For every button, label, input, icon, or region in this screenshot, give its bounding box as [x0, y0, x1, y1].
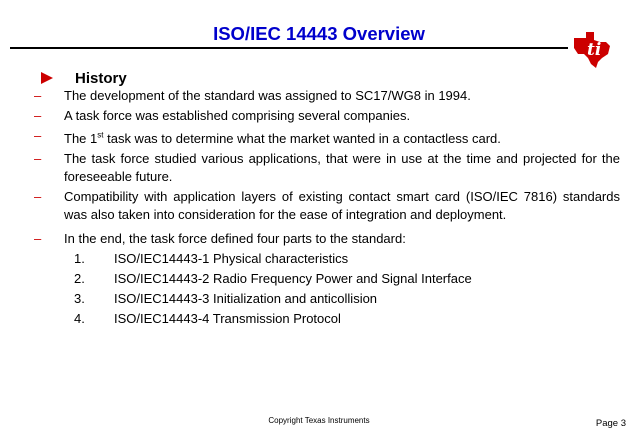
part-text: ISO/IEC14443-1 Physical characteristics	[114, 251, 349, 267]
bullet-text: The task force studied various applications, that were in use at the time and projected for the foreseeable future.	[64, 151, 620, 185]
ordinal-suffix: st	[97, 131, 104, 140]
standard-part-item	[64, 270, 620, 288]
standard-part-item	[64, 290, 620, 308]
part-number: 2.	[74, 271, 85, 287]
page-number: Page 3	[595, 418, 626, 429]
bullet-text: The development of the standard was assigned to SC17/WG8 in 1994.	[64, 88, 471, 103]
bullet-text-end: task was to determine what the market wanted in a contactless card.	[103, 131, 501, 147]
history-bullet-list	[34, 87, 620, 330]
bullet-item	[34, 127, 620, 148]
dash-bullet-icon: –	[34, 88, 42, 103]
bullet-item	[34, 87, 620, 105]
section-heading-text: History	[75, 69, 127, 87]
part-text: ISO/IEC14443-4 Transmission Protocol	[114, 311, 341, 327]
part-number: 4.	[74, 311, 85, 327]
bullet-item	[34, 230, 620, 328]
part-text: ISO/IEC14443-2 Radio Frequency Power and Signal Interface	[114, 271, 472, 287]
part-number: 1.	[74, 251, 85, 267]
standard-parts-list	[64, 250, 620, 328]
bullet-text: In the end, the task force defined four parts to the standard:	[64, 231, 406, 247]
footer-copyright: Copyright Texas Instruments	[268, 416, 370, 425]
part-number: 3.	[74, 291, 85, 307]
logo-glyph: ti	[587, 40, 602, 60]
bullet-text	[64, 131, 501, 146]
dash-bullet-icon: –	[34, 189, 42, 205]
dash-bullet-icon: –	[34, 128, 42, 143]
bullet-item	[34, 188, 620, 224]
bullet-item	[34, 150, 620, 186]
section-heading	[41, 68, 127, 88]
slide-title: ISO/IEC 14443 Overview	[213, 23, 425, 44]
bullet-text: A task force was established comprising several companies.	[64, 108, 411, 123]
standard-part-item	[64, 250, 620, 268]
dash-bullet-icon: –	[34, 151, 42, 167]
standard-part-item	[64, 310, 620, 328]
part-text: ISO/IEC14443-3 Initialization and anticollision	[114, 291, 378, 307]
arrow-bullet-icon	[41, 72, 53, 84]
bullet-text-start: The 1	[64, 131, 98, 147]
dash-bullet-icon: –	[34, 231, 42, 247]
bullet-text: Compatibility with application layers of existing contact smart card (ISO/IEC 7816) standards was also taken into consideration for the ease of integration and deployment.	[64, 189, 620, 223]
dash-bullet-icon: –	[34, 108, 42, 123]
title-divider	[10, 47, 568, 49]
texas-instruments-logo-icon	[572, 30, 612, 70]
bullet-item	[34, 107, 620, 125]
